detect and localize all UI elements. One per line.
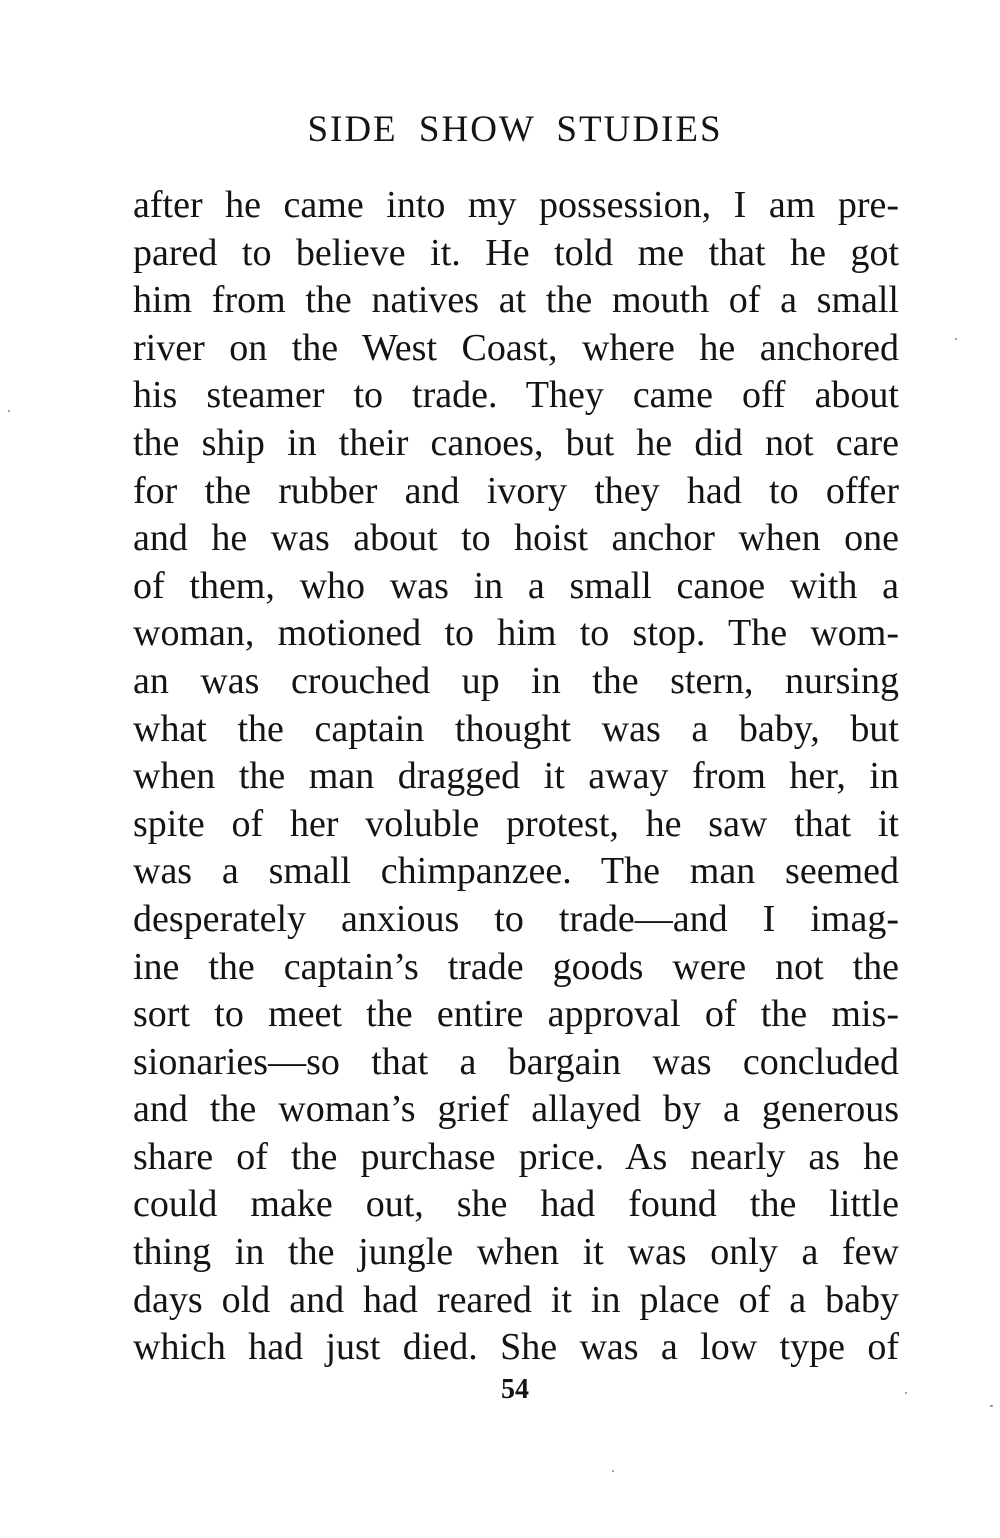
text-line: sort to meet the entire approval of the mis-	[133, 993, 899, 1036]
text-line: thing in the jungle when it was only a few	[133, 1231, 899, 1274]
text-line: for the rubber and ivory they had to offer	[133, 469, 899, 512]
text-line: and he was about to hoist anchor when one	[133, 517, 899, 560]
text-line: share of the purchase price. As nearly as he	[133, 1135, 899, 1178]
scan-speck	[8, 410, 10, 412]
text-line: sionaries—so that a bargain was concluded	[133, 1040, 899, 1083]
text-line: pared to believe it. He told me that he got	[133, 231, 899, 274]
text-line: of them, who was in a small canoe with a	[133, 564, 899, 607]
text-line: was a small chimpanzee. The man seemed	[133, 850, 899, 893]
scan-speck	[905, 1392, 907, 1394]
scan-speck	[990, 1405, 993, 1407]
text-line: when the man dragged it away from her, in	[133, 755, 899, 798]
text-line: could make out, she had found the little	[133, 1183, 899, 1226]
text-line: and the woman’s grief allayed by a generous	[133, 1088, 899, 1131]
text-line: days old and had reared it in place of a baby	[133, 1278, 899, 1321]
text-line: desperately anxious to trade—and I imag-	[133, 897, 899, 940]
scan-speck	[955, 338, 957, 340]
text-line: an was crouched up in the stern, nursing	[133, 659, 899, 702]
page-number: 54	[501, 1374, 529, 1405]
text-line: his steamer to trade. They came off about	[133, 374, 899, 417]
body-text	[133, 182, 899, 1372]
text-line: after he came into my possession, I am pre-	[133, 184, 899, 226]
running-head: SIDE SHOW STUDIES	[307, 109, 723, 150]
text-line: spite of her voluble protest, he saw that it	[133, 802, 899, 845]
scan-speck	[612, 1470, 614, 1472]
text-line: the ship in their canoes, but he did not care	[133, 421, 899, 464]
text-line: which had just died. She was a low type of	[133, 1326, 899, 1369]
text-line: what the captain thought was a baby, but	[133, 707, 899, 750]
text-line: woman, motioned to him to stop. The wom-	[133, 612, 899, 655]
text-line: river on the West Coast, where he anchored	[133, 326, 899, 369]
text-line: ine the captain’s trade goods were not the	[133, 945, 899, 988]
text-line: him from the natives at the mouth of a small	[133, 279, 899, 322]
